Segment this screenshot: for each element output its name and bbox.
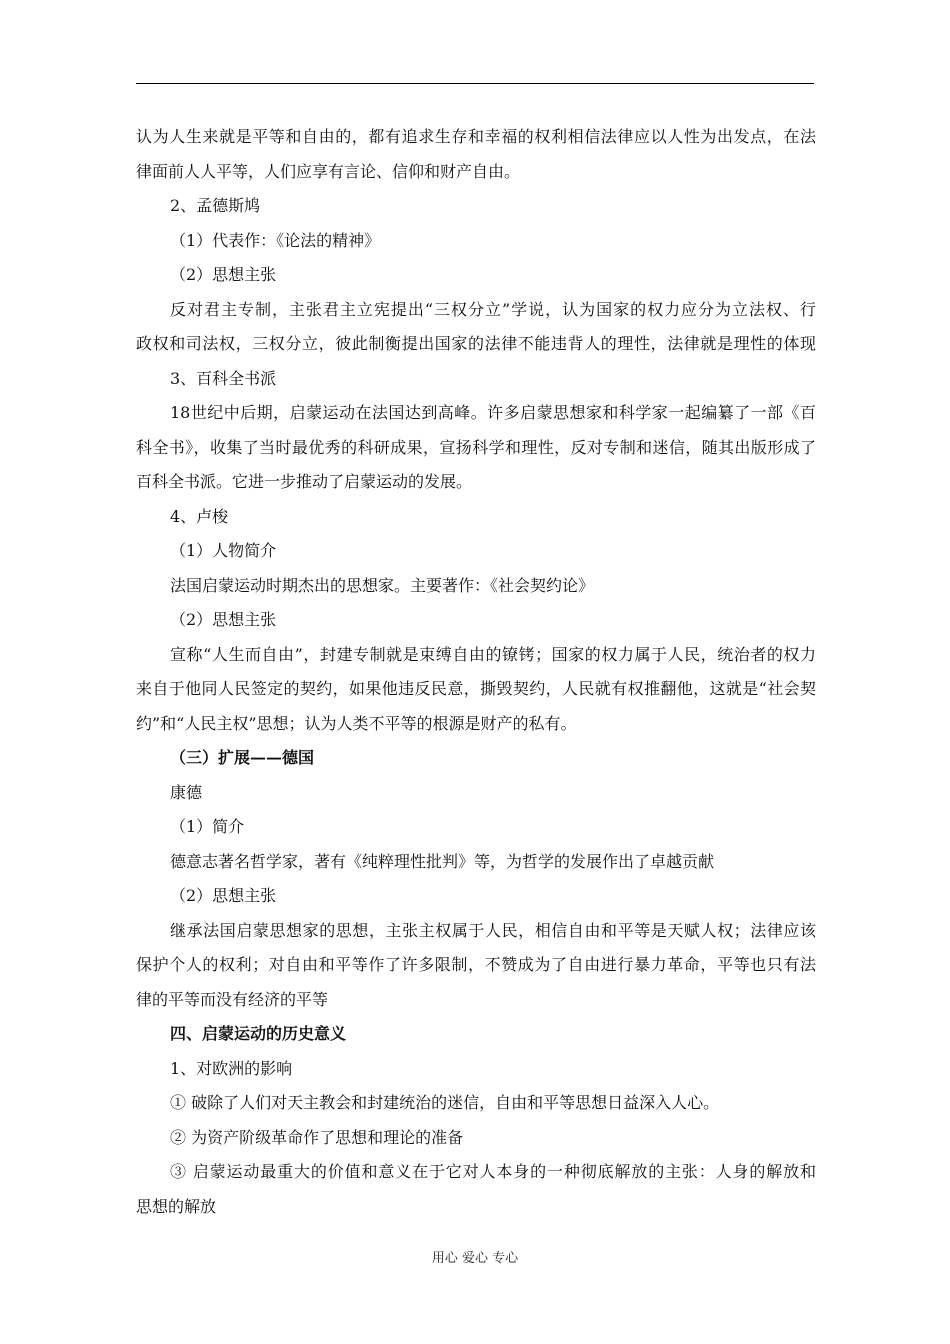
paragraph-line: 百科全书派。它进一步推动了启蒙运动的发展。	[136, 472, 473, 491]
paragraph-line: 科全书》，收集了当时最优秀的科研成果，宣扬科学和理性，反对专制和迷信，随其出版形成了	[136, 437, 816, 457]
paragraph-line: 思想的解放	[136, 1196, 217, 1216]
paragraph-line: （1）人物简介	[170, 541, 277, 560]
paragraph-line: 3、百科全书派	[170, 368, 277, 388]
paragraph-line: （1）简介	[170, 817, 245, 836]
paragraph-line: 1、对欧洲的影响	[170, 1058, 293, 1078]
paragraph-line: 继承法国启蒙思想家的思想，主张主权属于人民，相信自由和平等是天赋人权；法律应该	[170, 920, 816, 940]
paragraph-line: ③ 启蒙运动最重大的价值和意义在于它对人本身的一种彻底解放的主张：人身的解放和	[170, 1162, 816, 1181]
paragraph-line: 律面前人人平等，人们应享有言论、信仰和财产自由。	[136, 161, 521, 181]
paragraph-line: 政权和司法权，三权分立，彼此制衡提出国家的法律不能违背人的理性，法律就是理性的体现	[136, 334, 816, 353]
page-footer: 用心 爱心 专心	[431, 1251, 519, 1266]
paragraph-line: 德意志著名哲学家，著有《纯粹理性批判》等，为哲学的发展作出了卓越贡献	[170, 851, 715, 871]
paragraph-line: 康德	[170, 782, 203, 802]
paragraph-line: 法国启蒙运动时期杰出的思想家。主要著作：《社会契约论》	[170, 575, 595, 595]
paragraph-line: 律的平等而没有经济的平等	[136, 989, 329, 1009]
paragraph-line: （2）思想主张	[170, 265, 277, 284]
paragraph-line: 保护个人的权利；对自由和平等作了许多限制，不赞成为了自由进行暴力革命，平等也只有法	[136, 955, 816, 974]
paragraph-line: 认为人生来就是平等和自由的，都有追求生存和幸福的权利相信法律应以人性为出发点，在法	[136, 127, 816, 146]
paragraph-line: ② 为资产阶级革命作了思想和理论的准备	[170, 1127, 464, 1147]
header-rule	[136, 83, 814, 84]
paragraph-line: （2）思想主张	[170, 886, 277, 905]
section-heading: 四、启蒙运动的历史意义	[170, 1024, 347, 1043]
paragraph-line: 约”和“人民主权”思想；认为人类不平等的根源是财产的私有。	[136, 713, 577, 733]
paragraph-line: 宣称“人生而自由”，封建专制就是束缚自由的镣铐；国家的权力属于人民，统治者的权力	[170, 644, 816, 664]
paragraph-line: （1）代表作：《论法的精神》	[170, 230, 381, 250]
paragraph-line: ① 破除了人们对天主教会和封建统治的迷信，自由和平等思想日益深入人心。	[170, 1093, 720, 1112]
paragraph-line: （2）思想主张	[170, 610, 277, 629]
paragraph-line: 2、孟德斯鸠	[170, 196, 261, 215]
paragraph-line: 来自于他同人民签定的契约，如果他违反民意，撕毁契约，人民就有权推翻他，这就是“社会契	[136, 679, 816, 698]
paragraph-line: 18世纪中后期，启蒙运动在法国达到高峰。许多启蒙思想家和科学家一起编纂了一部《百	[170, 403, 816, 422]
section-heading: （三）扩展——德国	[170, 748, 315, 767]
document-body	[136, 120, 816, 1224]
paragraph-line: 4、卢梭	[170, 506, 229, 526]
paragraph-line: 反对君主专制，主张君主立宪提出“三权分立”学说，认为国家的权力应分为立法权、行	[170, 299, 816, 319]
